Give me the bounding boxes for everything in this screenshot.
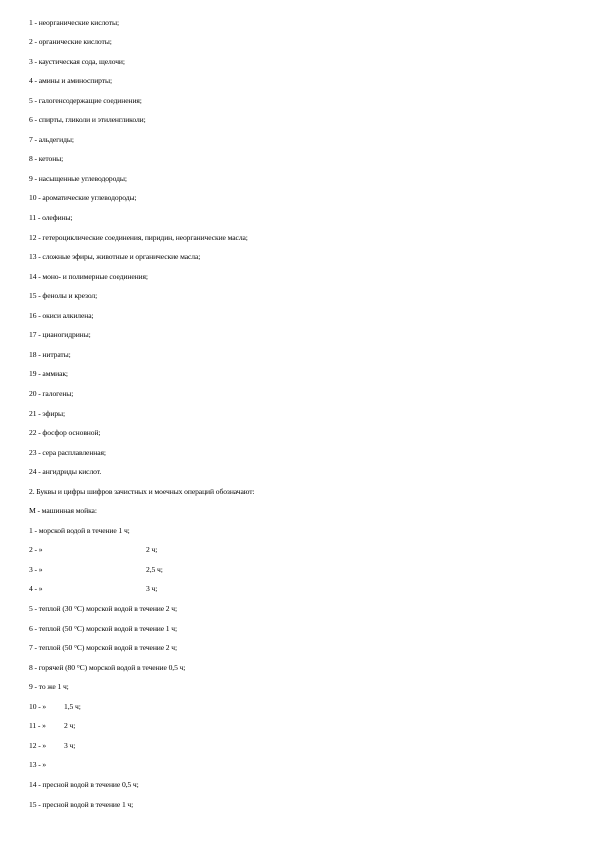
- text-line: [29, 154, 63, 164]
- line-text: 20 - галогены;: [29, 388, 74, 398]
- text-line: [29, 311, 94, 321]
- text-line: [29, 115, 146, 125]
- line-duration: 2 ч;: [64, 721, 76, 731]
- line-text: 13 - сложные эфиры, животные и органические масла;: [29, 252, 201, 262]
- text-line: [29, 448, 106, 458]
- line-text: 10 - ароматические углеводороды;: [29, 193, 137, 203]
- line-text: 9 - насыщенные углеводороды;: [29, 173, 127, 183]
- text-line: [29, 291, 97, 301]
- text-line: [29, 564, 163, 575]
- text-line: [29, 682, 69, 692]
- text-line: [29, 467, 101, 477]
- text-line: [29, 233, 248, 243]
- text-line: [29, 76, 112, 86]
- text-line: [29, 252, 200, 262]
- line-text: 1 - неорганические кислоты;: [29, 17, 119, 27]
- text-line: [29, 740, 76, 751]
- line-text: М - машинная мойка:: [29, 506, 97, 516]
- text-line: [29, 135, 74, 145]
- text-line: [29, 760, 46, 770]
- text-line: [29, 526, 130, 536]
- line-text: 19 - аммиак;: [29, 369, 68, 379]
- line-text: 7 - теплой (50 °С) морской водой в течение 2 ч;: [29, 643, 178, 653]
- line-text: 2 - »: [29, 545, 43, 555]
- text-line: [29, 780, 139, 790]
- text-line: [29, 584, 158, 594]
- text-line: [29, 213, 73, 223]
- line-text: 2. Буквы и цифры шифров зачистных и моечных операций обозначают:: [29, 486, 255, 496]
- line-text: 22 - фосфор основной;: [29, 428, 101, 438]
- line-duration: 1,5 ч;: [64, 701, 81, 711]
- line-text: 11 - »: [29, 721, 46, 731]
- line-text: 7 - альдегиды;: [29, 134, 74, 144]
- text-line: [29, 624, 177, 634]
- text-line: [29, 174, 127, 184]
- line-text: 15 - пресной водой в течение 1 ч;: [29, 799, 134, 809]
- line-text: 2 - органические кислоты;: [29, 37, 112, 47]
- text-line: [29, 428, 100, 438]
- text-line: [29, 701, 81, 712]
- text-line: [29, 643, 177, 653]
- text-line: [29, 604, 177, 614]
- line-text: 8 - горячей (80 °С) морской водой в течение 0,5 ч;: [29, 662, 186, 672]
- text-line: [29, 506, 97, 516]
- text-line: [29, 330, 91, 340]
- line-text: 15 - фенолы и крезол;: [29, 291, 98, 301]
- line-text: 10 - »: [29, 701, 47, 711]
- text-line: [29, 487, 254, 497]
- text-line: [29, 96, 142, 106]
- line-text: 23 - сера расплавленная;: [29, 447, 106, 457]
- text-line: [29, 721, 76, 731]
- line-text: 12 - »: [29, 740, 47, 750]
- line-text: 21 - эфиры;: [29, 408, 66, 418]
- line-duration: 3 ч;: [64, 740, 76, 750]
- text-line: [29, 18, 119, 28]
- line-text: 18 - нитраты;: [29, 349, 71, 359]
- text-line: [29, 272, 148, 282]
- line-text: 1 - морской водой в течение 1 ч;: [29, 525, 130, 535]
- line-duration: 2,5 ч;: [146, 564, 163, 574]
- line-text: 12 - гетероциклические соединения, пиридин, неорганические масла;: [29, 232, 248, 242]
- text-line: [29, 800, 133, 810]
- line-duration: 2 ч;: [146, 545, 158, 555]
- line-text: 3 - каустическая сода, щелочи;: [29, 56, 125, 66]
- line-text: 17 - цианогидрины;: [29, 330, 91, 340]
- line-text: 5 - галогенсодержащие соединения;: [29, 95, 142, 105]
- text-line: [29, 57, 125, 67]
- line-text: 6 - спирты, гликоли и этиленгликоли;: [29, 115, 146, 125]
- text-line: [29, 369, 68, 379]
- text-line: [29, 37, 112, 47]
- line-text: 5 - теплой (30 °С) морской водой в течение 2 ч;: [29, 604, 178, 613]
- line-text: 6 - теплой (50 °С) морской водой в течение 1 ч;: [29, 623, 178, 633]
- text-line: [29, 193, 137, 203]
- line-text: 4 - амины и аминоспирты;: [29, 76, 113, 86]
- text-line: [29, 350, 71, 360]
- line-text: 13 - »: [29, 760, 47, 770]
- line-text: 24 - ангидриды кислот.: [29, 467, 102, 477]
- line-text: 3 - »: [29, 564, 43, 574]
- line-text: 14 - пресной водой в течение 0,5 ч;: [29, 779, 139, 789]
- line-text: 16 - окиси алкилена;: [29, 310, 94, 320]
- line-text: 4 - »: [29, 584, 43, 594]
- text-line: [29, 545, 158, 555]
- text-line: [29, 389, 73, 399]
- line-duration: 3 ч;: [146, 584, 158, 594]
- line-text: 14 - моно- и полимерные соединения;: [29, 271, 148, 281]
- line-text: 9 - то же 1 ч;: [29, 682, 69, 692]
- text-line: [29, 663, 185, 673]
- line-text: 8 - кетоны;: [29, 154, 64, 164]
- line-text: 11 - олефины;: [29, 213, 73, 222]
- text-line: [29, 409, 65, 419]
